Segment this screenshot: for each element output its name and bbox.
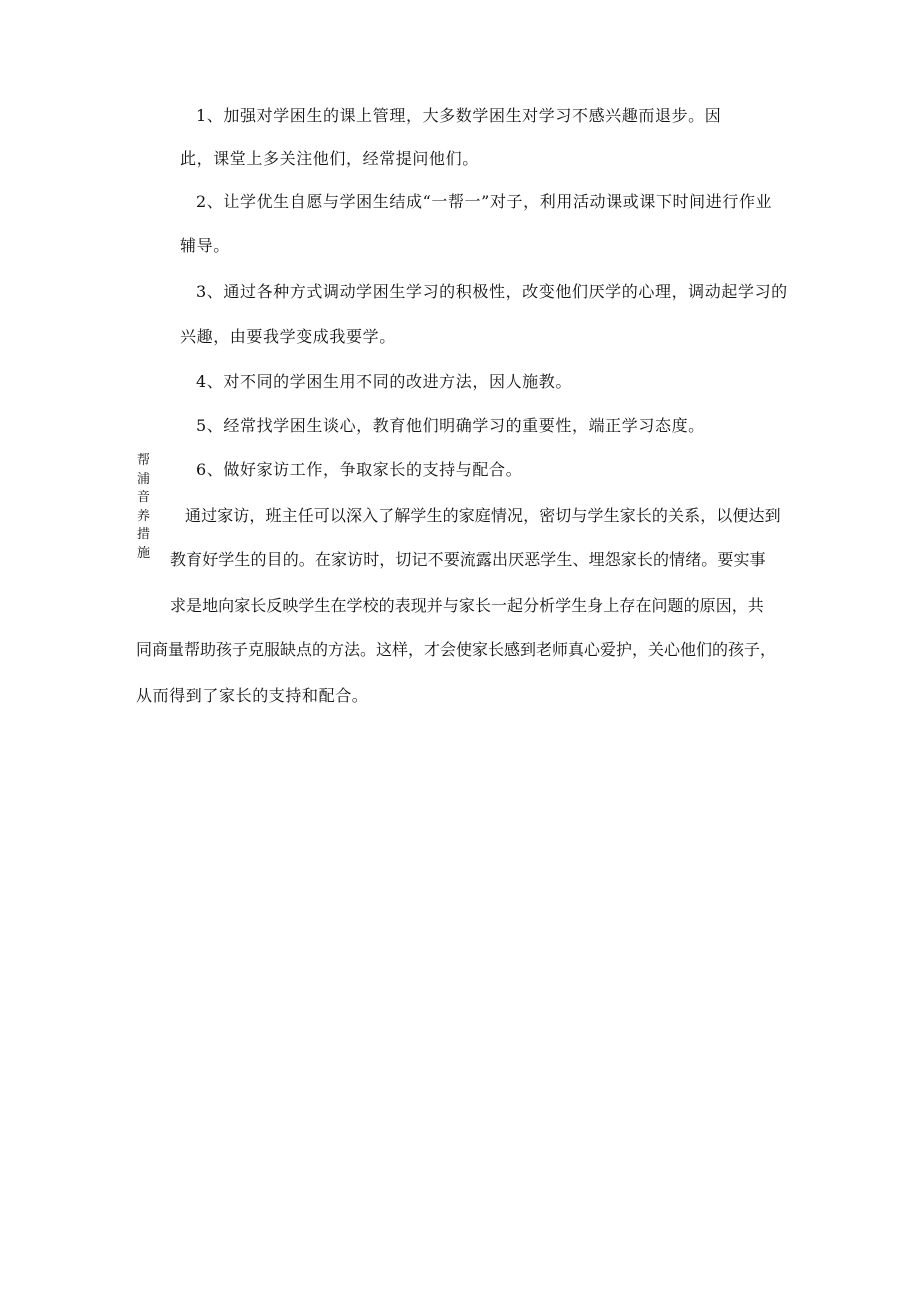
item-3-line-1: 3、通过各种方式调动学困生学习的积极性，改变他们厌学的心理，调动起学习的 (196, 282, 788, 301)
side-note-vertical: 帮浦音养措施 (137, 453, 151, 561)
home-visit-line-3: 求是地向家长反映学生在学校的表现并与家长一起分析学生身上存在问题的原因，共 (170, 596, 764, 615)
item-5-line: 5、经常找学困生谈心，教育他们明确学习的重要性，端正学习态度。 (196, 416, 705, 435)
home-visit-line-1: 通过家访，班主任可以深入了解学生的家庭情况，密切与学生家长的关系，以便达到 (185, 506, 781, 525)
home-visit-line-4: 同商量帮助孩子克服缺点的方法。这样，才会使家长感到老师真心爱护，关心他们的孩子， (136, 640, 777, 659)
item-2-line-1: 2、让学优生自愿与学困生结成“一帮一”对子，利用活动课或课下时间进行作业 (196, 192, 773, 211)
home-visit-line-2: 教育好学生的目的。在家访时，切记不要流露出厌恶学生、埋怨家长的情绪。要实事 (170, 550, 766, 569)
item-3-line-2: 兴趣，由要我学变成我要学。 (180, 327, 396, 346)
home-visit-line-5: 从而得到了家长的支持和配合。 (136, 686, 369, 705)
item-4-line: 4、对不同的学困生用不同的改进方法，因人施教。 (196, 372, 572, 391)
item-2-line-2: 辅导。 (180, 236, 230, 255)
item-1-line-1: 1、加强对学困生的课上管理，大多数学困生对学习不感兴趣而退步。因 (196, 106, 722, 125)
item-6-line: 6、做好家访工作，争取家长的支持与配合。 (196, 460, 523, 479)
item-1-line-2: 此，课堂上多关注他们，经常提问他们。 (180, 149, 479, 168)
